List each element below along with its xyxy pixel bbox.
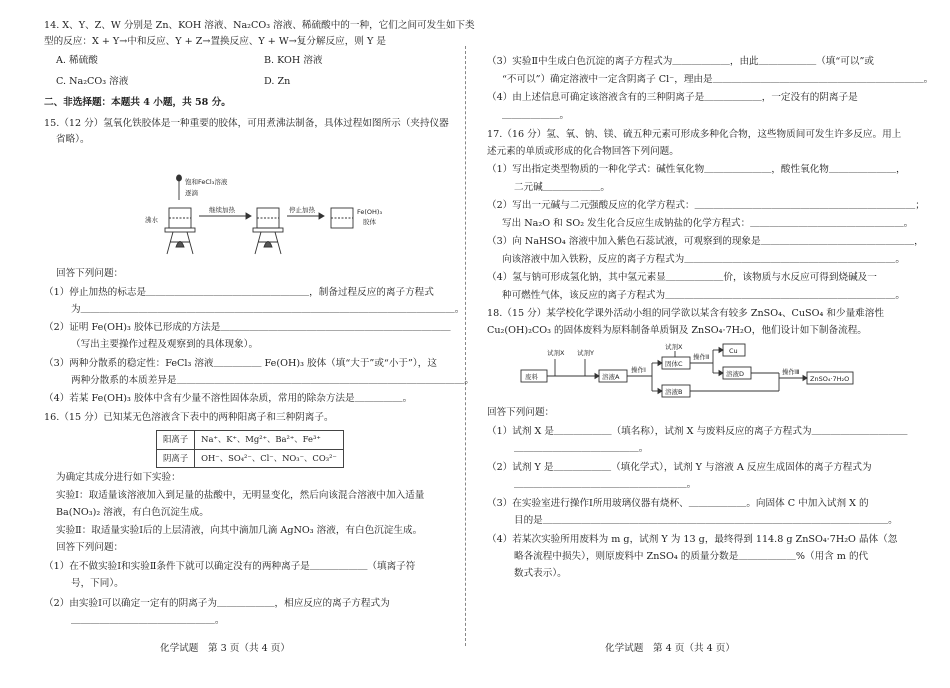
anion-values: OH⁻、SO₄²⁻、Cl⁻、NO₃⁻、CO₃²⁻ (195, 449, 344, 468)
q17-part4: （4）氢与钠可形成氢化钠，其中氢元素显＿＿＿＿＿＿价，该物质与水反应可得到烧碱及一 (487, 272, 877, 283)
table-row (157, 431, 344, 450)
q16-part2-cont: ＿＿＿＿＿＿＿＿＿＿＿＿＿＿＿。 (71, 615, 225, 626)
flow-op2: 操作Ⅱ (693, 353, 710, 361)
q15-ask: 回答下列问题： (56, 268, 124, 279)
q15-part2-cont: （写出主要操作过程及观察到的具体现象）。 (71, 339, 259, 350)
q14-option-d: D. Zn (264, 76, 291, 87)
zinc-process-flowchart (517, 343, 857, 413)
section-title: 二、非选择题：本题共 4 小题，共 58 分。 (44, 97, 231, 108)
q18-part4-cont: 略各流程中损失），则原废料中 ZnSO₄ 的质量分数是＿＿＿＿＿＿%（用含 m 的代 (514, 551, 869, 562)
q14-option-c: C. Na₂CO₃ 溶液 (56, 76, 129, 87)
flow-solution-d: 溶液D (726, 370, 745, 378)
flow-waste: 废料 (525, 373, 538, 381)
q18-stem: 18.（15 分）某学校化学课外活动小组的同学欲以某含有较多 ZnSO₄、CuSO₄ 和少量难溶性 (487, 308, 884, 319)
footer-page-4: 化学试题 第 4 页（共 4 页） (605, 643, 735, 654)
q18-part4-cont2: 数式表示）。 (514, 568, 567, 579)
q16-exp1-cont: Ba(NO₃)₂ 溶液，有白色沉淀生成。 (56, 507, 209, 518)
q14-stem: 14. X、Y、Z、W 分别是 Zn、KOH 溶液、Na₂CO₃ 溶液、稀硫酸中的一种，它们之间可发生如下类 (44, 20, 475, 31)
colloid-apparatus-figure (139, 172, 399, 262)
flow-reagent-x-2: 试剂X (665, 343, 683, 351)
q18-part4: （4）若某次实验所用废料为 m g，试剂 Y 为 13 g，最终得到 114.8 g ZnSO₄·7H₂O 晶体（忽 (487, 534, 898, 545)
q16-part3-cont: “不可以”）确定溶液中一定含阴离子 Cl⁻，理由是＿＿＿＿＿＿＿＿＿＿＿＿＿＿＿＿＿＿＿＿＿＿。 (502, 74, 934, 85)
q16-part2: （2）由实验Ⅰ可以确定一定有的阴离子为＿＿＿＿＿＿，相应反应的离子方程式为 (44, 598, 390, 609)
q17-part2: （2）写出一元碱与二元强酸反应的化学方程式：＿＿＿＿＿＿＿＿＿＿＿＿＿＿＿＿＿＿＿＿＿＿＿； (487, 200, 925, 211)
flow-cu: Cu (729, 347, 738, 355)
q18-part1: （1）试剂 X 是＿＿＿＿＿＿（填名称），试剂 X 与废料反应的离子方程式为＿＿＿＿＿＿＿＿＿＿ (487, 426, 908, 437)
q16-part3: （3）实验Ⅱ中生成白色沉淀的离子方程式为＿＿＿＿＿＿，由此＿＿＿＿＿＿（填“可以”或 (487, 56, 874, 67)
q15-part4: （4）若某 Fe(OH)₃ 胶体中含有少量不溶性固体杂质，常用的除杂方法是＿＿＿＿＿。 (44, 393, 413, 404)
fig-water-label: 沸水 (145, 216, 158, 224)
q14-option-a: A. 稀硫酸 (56, 55, 98, 66)
q18-part2-cont: ＿＿＿＿＿＿＿＿＿＿＿＿＿＿＿＿＿＿。 (514, 479, 697, 490)
q16-stem: 16.（15 分）已知某无色溶液含下表中的两种阳离子和三种阴离子。 (44, 412, 334, 423)
q17-part3-cont: 向该溶液中加入铁粉，反应的离子方程式为＿＿＿＿＿＿＿＿＿＿＿＿＿＿＿＿＿＿＿＿＿＿。 (502, 254, 905, 265)
ion-table (156, 430, 344, 468)
fig-product-label: Fe(OH)₃ (357, 208, 383, 216)
q16-confirm: 为确定其成分进行如下实验： (56, 472, 181, 483)
q15-part2: （2）证明 Fe(OH)₃ 胶体已形成的方法是＿＿＿＿＿＿＿＿＿＿＿＿＿＿＿＿＿＿＿＿＿＿＿＿ (44, 322, 451, 333)
q17-part1: （1）写出指定类型物质的一种化学式：碱性氧化物＿＿＿＿＿＿＿，酸性氧化物＿＿＿＿＿＿＿， (487, 164, 906, 175)
q17-part4-cont: 种可燃性气体，该反应的离子方程式为＿＿＿＿＿＿＿＿＿＿＿＿＿＿＿＿＿＿＿＿＿＿＿＿。 (502, 290, 905, 301)
q15-part3: （3）两种分散系的稳定性：FeCl₃ 溶液＿＿＿＿＿ Fe(OH)₃ 胶体（填“大于”或“小于”），这 (44, 358, 437, 369)
q16-exp2: 实验Ⅱ：取适量实验Ⅰ后的上层清液，向其中滴加几滴 AgNO₃ 溶液，有白色沉淀生成。 (56, 525, 423, 536)
q16-exp1: 实验Ⅰ：取适量该溶液加入到足量的盐酸中，无明显变化，然后向该混合溶液中加入适量 (56, 490, 425, 501)
cation-label: 阳离子 (157, 431, 195, 450)
flow-op3: 操作Ⅲ (782, 368, 800, 376)
q17-part1-cont: 二元碱＿＿＿＿＿＿。 (514, 182, 610, 193)
flow-reagent-y: 试剂Y (577, 349, 594, 357)
q17-stem: 17.（16 分）氢、氧、钠、镁、硫五种元素可形成多种化合物，这些物质间可发生许多反应。用上 (487, 129, 902, 140)
flow-op1: 操作Ⅰ (631, 366, 646, 374)
fig-stop-label: 停止加热 (289, 206, 315, 214)
q16-part4-cont: ＿＿＿＿＿＿。 (502, 110, 570, 121)
q18-part3: （3）在实验室进行操作Ⅰ所用玻璃仪器有烧杯、＿＿＿＿＿＿。向固体 C 中加入试剂 X 的 (487, 498, 869, 509)
flow-solid-c: 固体C (665, 360, 683, 368)
q15-stem: 15.（12 分）氢氧化铁胶体是一种重要的胶体，可用煮沸法制备，具体过程如图所示（夹持仪器 (44, 118, 449, 129)
table-row (157, 449, 344, 468)
q15-part3-cont: 两种分散系的本质差异是＿＿＿＿＿＿＿＿＿＿＿＿＿＿＿＿＿＿＿＿＿＿＿＿＿＿＿＿＿＿。 (71, 375, 474, 386)
flow-solution-a: 溶液A (602, 373, 620, 381)
q15-stem-cont: 省略）。 (56, 134, 90, 145)
anion-label: 阴离子 (157, 449, 195, 468)
q18-ask: 回答下列问题： (487, 407, 555, 418)
flow-solution-b: 溶液B (665, 388, 683, 396)
q17-part2-cont: 写出 Na₂O 和 SO₂ 发生化合反应生成钠盐的化学方程式：＿＿＿＿＿＿＿＿＿＿＿＿＿＿＿＿。 (502, 218, 914, 229)
page-divider (465, 46, 466, 646)
q16-ask: 回答下列问题： (56, 542, 124, 553)
q16-part1-cont: 号，下同）。 (71, 578, 124, 589)
footer-page-3: 化学试题 第 3 页（共 4 页） (160, 643, 290, 654)
fig-reagent-label: 饱和FeCl₃溶液 (185, 178, 228, 186)
q15-part1-cont: 为＿＿＿＿＿＿＿＿＿＿＿＿＿＿＿＿＿＿＿＿＿＿＿＿＿＿＿＿＿＿＿＿＿＿＿＿＿＿＿。 (71, 304, 465, 315)
cation-values: Na⁺、K⁺、Mg²⁺、Ba²⁺、Fe³⁺ (195, 431, 344, 450)
fig-product-label-2: 胶体 (363, 218, 376, 226)
flow-reagent-x: 试剂X (547, 349, 565, 357)
q18-part3-cont: 目的是＿＿＿＿＿＿＿＿＿＿＿＿＿＿＿＿＿＿＿＿＿＿＿＿＿＿＿＿＿＿＿＿＿＿＿＿。 (514, 515, 898, 526)
q14-stem-cont: 型的反应：X + Y→中和反应、Y + Z→置换反应、Y + W→复分解反应，则 Y 是 (44, 36, 386, 47)
q15-part1: （1）停止加热的标志是＿＿＿＿＿＿＿＿＿＿＿＿＿＿＿＿＿，制备过程反应的离子方程式 (44, 287, 434, 298)
q14-option-b: B. KOH 溶液 (264, 55, 323, 66)
q18-part2: （2）试剂 Y 是＿＿＿＿＿＿（填化学式），试剂 Y 与溶液 A 反应生成固体的离子方程式为 (487, 462, 872, 473)
q17-stem-cont: 述元素的单质或形成的化合物回答下列问题。 (487, 146, 679, 157)
q16-part4: （4）由上述信息可确定该溶液含有的三种阴离子是＿＿＿＿＿＿，一定没有的阴离子是 (487, 92, 858, 103)
fig-heat-label: 继续加热 (209, 206, 235, 214)
q18-part1-cont: ＿＿＿＿＿＿＿＿＿＿＿＿＿。 (514, 443, 649, 454)
q16-part1: （1）在不做实验Ⅰ和实验Ⅱ条件下就可以确定没有的两种离子是＿＿＿＿＿＿（填离子符 (44, 561, 416, 572)
flow-product: ZnSO₄·7H₂O (810, 375, 850, 383)
q17-part3: （3）向 NaHSO₄ 溶液中加入紫色石蕊试液，可观察到的现象是＿＿＿＿＿＿＿＿＿＿＿＿＿＿＿＿， (487, 236, 924, 247)
fig-drop-label: 逐滴 (185, 189, 198, 197)
q18-stem-cont: Cu₂(OH)₂CO₃ 的固体废料为原料制备单质铜及 ZnSO₄·7H₂O，他们设计如下制备流程。 (487, 325, 867, 336)
